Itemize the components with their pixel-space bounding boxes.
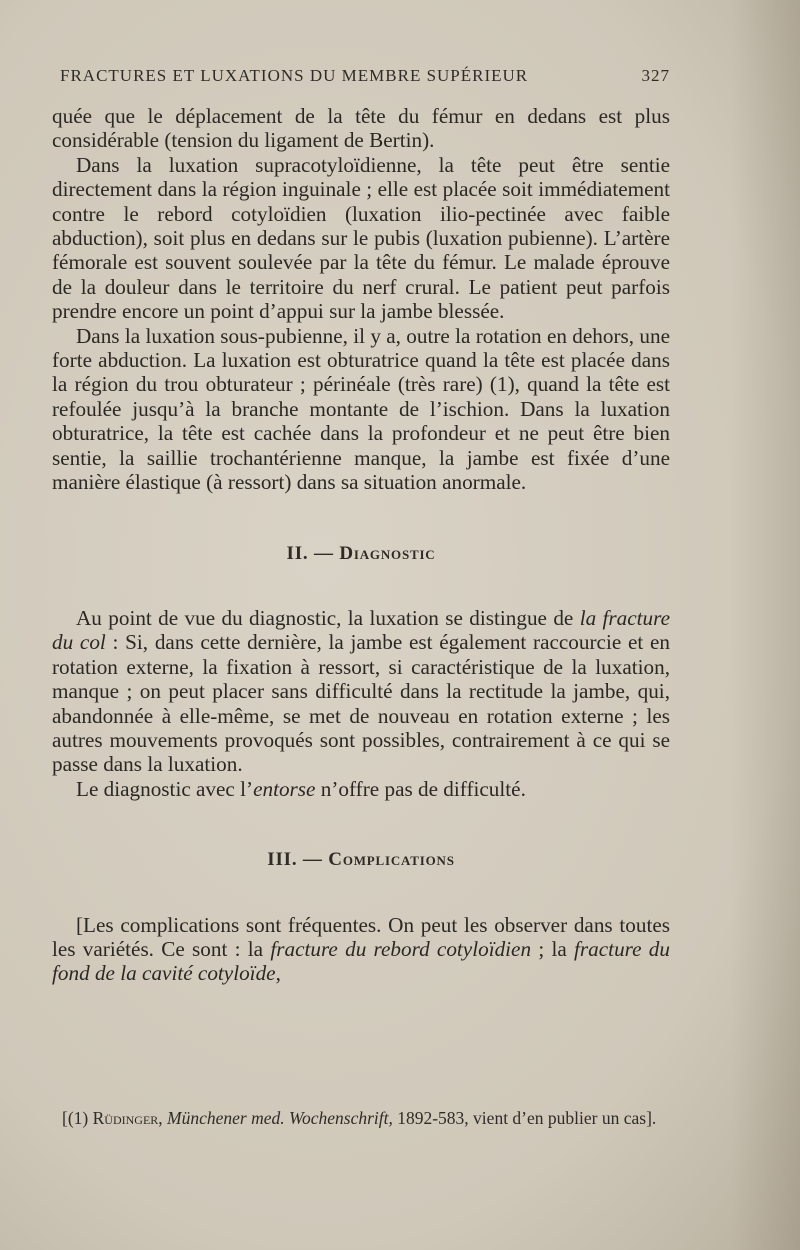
- paragraph-complications: [Les complications sont fréquentes. On peut les observer dans toutes les variétés. Ce sont : la fracture du rebord cotyloïdien ; la fracture du fond de la cavité cotyloïde,: [52, 912, 670, 986]
- section-title: Complications: [328, 849, 455, 871]
- section-heading-diagnostic: [52, 542, 670, 566]
- paragraph-supracotyloid: Dans la luxation supracotyloïdienne, la tête peut être sentie directement dans la région inguinale ; elle est placée soit immédiatement contre le rebord cotyloïdien (luxation ilio-pectinée avec faible abduction), soit plus en dedans sur le pubis (luxation pubienne). L’artère fémorale est souvent soulevée par la tête du fémur. Le malade éprouve de la douleur dans le territoire du nerf crural. Le patient peut parfois prendre encore un point d’appui sur la jambe blessée.: [52, 152, 670, 324]
- footnote: [62, 1107, 674, 1130]
- body-text: [52, 104, 670, 986]
- page-edge-shadow: [730, 0, 800, 1250]
- italic-term: fracture du fond de la cavité cotyloïde: [52, 936, 670, 986]
- paragraph-continuation: quée que le déplacement de la tête du fémur en dedans est plus considérable (tension du ligament de Bertin).: [52, 104, 670, 153]
- section-numeral: II. —: [286, 542, 334, 564]
- running-head-title: FRACTURES ET LUXATIONS DU MEMBRE SUPÉRIEUR: [60, 66, 529, 85]
- section-numeral: III. —: [267, 849, 323, 871]
- paragraph-diagnostic: Au point de vue du diagnostic, la luxation se distingue de la fracture du col : Si, dans cette dernière, la jambe est également raccourcie et en rotation externe, la fixation à ressort, si caractéristique de la luxation, manque ; on peut placer sans difficulté dans la rectitude la jambe, qui, abandonnée à elle-même, se met de nouveau en rotation externe ; les autres mouvements provoqués sont possibles, contrairement à ce qui se passe dans la luxation.: [52, 605, 671, 777]
- footnote-author: Rüdinger,: [92, 1108, 163, 1128]
- footnote-marker: [(1): [62, 1108, 89, 1128]
- italic-term: fracture du rebord cotyloïdien: [270, 936, 532, 961]
- page-number: 327: [641, 66, 670, 85]
- section-title: Diagnostic: [339, 542, 436, 564]
- footnote-journal: Münchener med. Wochenschrift,: [167, 1108, 393, 1128]
- footnote-rest: 1892-583, vient d’en publier un cas].: [392, 1108, 657, 1128]
- italic-term: la fracture du col: [52, 605, 671, 655]
- running-head: [60, 66, 670, 86]
- section-heading-complications: [52, 848, 670, 872]
- paragraph-entorse: Le diagnostic avec l’entorse n’offre pas de difficulté.: [76, 776, 526, 801]
- paragraph-sous-pubienne: Dans la luxation sous-pubienne, il y a, outre la rotation en dehors, une forte abduction. La luxation est obturatrice quand la tête est placée dans la région du trou obturateur ; périnéale (très rare) (1), quand la tête est refoulée jusqu’à la branche montante de l’ischion. Dans la luxation obturatrice, la tête est cachée dans la profondeur et ne peut être bien sentie, la saillie trochantérienne manque, la jambe est fixée d’une manière élastique (à ressort) dans sa situation anormale.: [52, 323, 670, 495]
- italic-term: entorse: [253, 776, 316, 801]
